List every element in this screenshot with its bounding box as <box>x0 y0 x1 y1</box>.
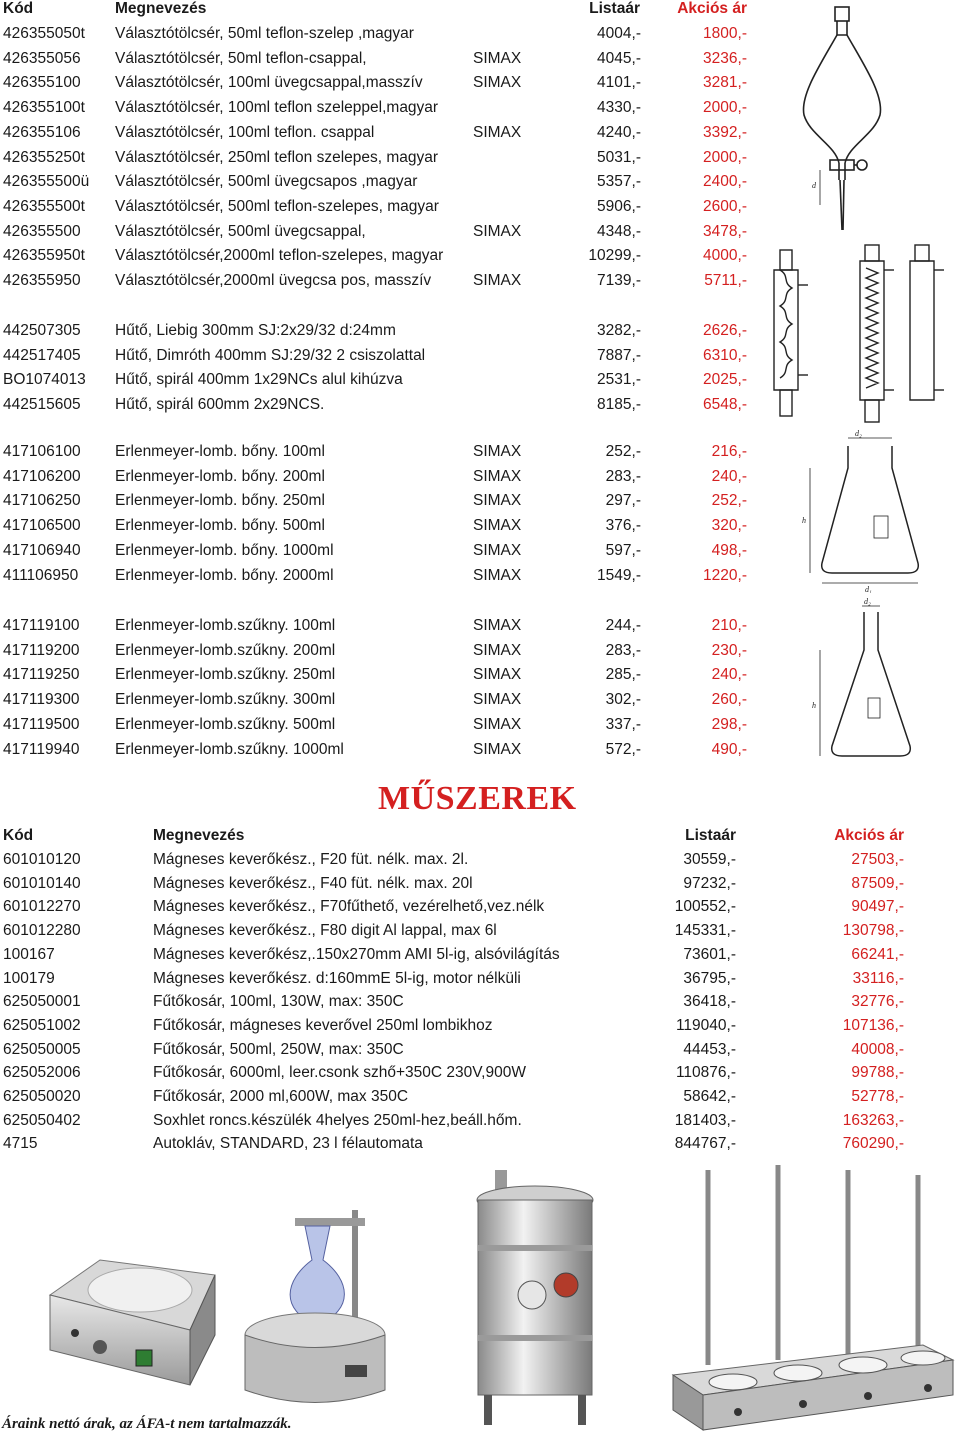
sale-price: 130798,- <box>842 922 904 939</box>
product-name: Választótölcsér, 100ml teflon. csappal <box>115 124 375 141</box>
product-name: Erlenmeyer-lomb. bőny. 500ml <box>115 517 325 534</box>
product-name: Fűtőkosár, 2000 ml,600W, max 350C <box>153 1088 409 1105</box>
list-price: 44453,- <box>683 1041 736 1058</box>
table-row <box>0 688 760 712</box>
product-name: Hűtő, Dimróth 400mm SJ:29/32 2 csiszolattal <box>115 347 426 364</box>
table-row <box>0 967 960 991</box>
sale-price: 2626,- <box>703 322 747 339</box>
narrow-neck-erlenmeyer-drawing <box>810 598 940 768</box>
list-price: 244,- <box>605 617 641 634</box>
product-name: Választótölcsér, 100ml üvegcsappal,masszív <box>115 74 423 91</box>
product-brand: SIMAX <box>473 223 522 240</box>
soxhlet-heater-photo <box>668 1160 958 1435</box>
sale-price: 240,- <box>711 468 747 485</box>
table-row <box>0 47 760 71</box>
product-name: Erlenmeyer-lomb. bőny. 1000ml <box>115 542 334 559</box>
product-code: 417119300 <box>3 691 80 708</box>
sale-price: 260,- <box>711 691 747 708</box>
product-name: Mágneses keverőkész. d:160mmE 5l-ig, motor nélküli <box>153 970 521 987</box>
list-price: 5357,- <box>597 173 641 190</box>
product-brand: SIMAX <box>473 716 522 733</box>
list-price: 97232,- <box>683 875 736 892</box>
list-price: 119040,- <box>675 1017 736 1034</box>
heating-mantle-photo <box>235 1200 395 1415</box>
product-name: Mágneses keverőkész., F20 füt. nélk. max. 2l. <box>153 851 469 868</box>
svg-text:d₁: d₁ <box>865 585 872 593</box>
product-brand: SIMAX <box>473 468 522 485</box>
product-name: Hűtő, spirál 400mm 1x29NCs alul kihúzva <box>115 371 403 388</box>
list-price: 4330,- <box>597 99 641 116</box>
table-row <box>0 71 760 95</box>
product-code: 417119200 <box>3 642 80 659</box>
list-price: 145331,- <box>674 922 736 939</box>
sale-price: 87509,- <box>851 875 904 892</box>
product-name: Választótölcsér,2000ml teflon-szelepes, magyar <box>115 247 444 264</box>
product-code: 442507305 <box>3 322 81 339</box>
product-code: 625050001 <box>3 993 81 1010</box>
product-code: 426355500ü <box>3 173 90 190</box>
list-price: 4045,- <box>597 50 641 67</box>
separatory-funnel-drawing <box>790 5 900 235</box>
sale-price: 490,- <box>711 741 747 758</box>
product-code: BO1074013 <box>3 371 86 388</box>
svg-text:h: h <box>812 701 816 710</box>
condenser-drawings <box>760 240 960 430</box>
list-price: 4101,- <box>597 74 641 91</box>
table-row <box>0 146 760 170</box>
table-row <box>0 614 760 638</box>
sale-price: 210,- <box>711 617 747 634</box>
header-code: Kód <box>3 827 34 844</box>
table-row <box>0 738 760 762</box>
product-brand: SIMAX <box>473 492 522 509</box>
list-price: 181403,- <box>674 1112 736 1129</box>
sale-price: 3281,- <box>703 74 747 91</box>
product-code: 417106500 <box>3 517 81 534</box>
product-code: 426355056 <box>3 50 81 67</box>
header-sale-price: Akciós ár <box>834 827 904 844</box>
product-brand: SIMAX <box>473 567 522 584</box>
product-code: 601012280 <box>3 922 81 939</box>
list-price: 4240,- <box>597 124 641 141</box>
sale-price: 99788,- <box>851 1064 904 1081</box>
sale-price: 6310,- <box>703 347 747 364</box>
list-price: 30559,- <box>683 851 736 868</box>
product-code: 426355106 <box>3 124 81 141</box>
list-price: 2531,- <box>597 371 641 388</box>
product-brand: SIMAX <box>473 691 522 708</box>
table-row <box>0 564 760 588</box>
table-row <box>0 465 760 489</box>
table-row <box>0 1038 960 1062</box>
product-code: 426355050t <box>3 25 85 42</box>
product-name: Hűtő, spirál 600mm 2x29NCS. <box>115 396 325 413</box>
sale-price: 230,- <box>711 642 747 659</box>
list-price: 8185,- <box>597 396 641 413</box>
sale-price: 4000,- <box>703 247 747 264</box>
sale-price: 3236,- <box>703 50 747 67</box>
table-row <box>0 269 760 293</box>
product-code: 417119250 <box>3 666 80 683</box>
sale-price: 33116,- <box>852 970 904 987</box>
list-price: 572,- <box>605 741 641 758</box>
product-code: 625050402 <box>3 1112 81 1129</box>
list-price: 283,- <box>605 642 641 659</box>
list-price: 110876,- <box>675 1064 736 1081</box>
product-name: Erlenmeyer-lomb.szűkny. 1000ml <box>115 741 344 758</box>
product-brand: SIMAX <box>473 741 522 758</box>
product-code: 601012270 <box>3 898 81 915</box>
sale-price: 240,- <box>711 666 747 683</box>
table-row <box>0 344 760 368</box>
table-row <box>0 663 760 687</box>
table-row <box>0 195 760 219</box>
product-brand: SIMAX <box>473 542 522 559</box>
product-name: Soxhlet roncs.készülék 4helyes 250ml-hez,beáll.hőm. <box>153 1112 522 1129</box>
wide-neck-erlenmeyer-drawing <box>800 428 940 593</box>
product-code: 426355100 <box>3 74 81 91</box>
list-price: 36795,- <box>683 970 736 987</box>
sale-price: 2025,- <box>703 371 747 388</box>
product-name: Mágneses keverőkész., F80 digit Al lappal, max 6l <box>153 922 497 939</box>
header-code: Kód <box>3 0 34 17</box>
list-price: 283,- <box>605 468 641 485</box>
list-price: 73601,- <box>683 946 736 963</box>
product-code: 100179 <box>3 970 55 987</box>
sale-price: 2000,- <box>703 149 747 166</box>
product-code: 426355500 <box>3 223 81 240</box>
product-brand: SIMAX <box>473 50 522 67</box>
product-name: Választótölcsér, 100ml teflon szeleppel,magyar <box>115 99 439 116</box>
header-list-price: Listaár <box>589 0 640 17</box>
product-code: 625050020 <box>3 1088 81 1105</box>
svg-text:h: h <box>802 516 806 525</box>
product-brand: SIMAX <box>473 124 522 141</box>
list-price: 58642,- <box>683 1088 736 1105</box>
table-row <box>0 943 960 967</box>
product-brand: SIMAX <box>473 74 522 91</box>
sale-price: 32776,- <box>851 993 904 1010</box>
list-price: 100552,- <box>674 898 736 915</box>
footer-note: Áraink nettó árak, az ÁFA-t nem tartalmazzák. <box>2 1416 292 1432</box>
table-row <box>0 990 960 1014</box>
table-row <box>0 1109 960 1133</box>
product-code: 601010120 <box>3 851 81 868</box>
sale-price: 27503,- <box>851 851 904 868</box>
product-brand: SIMAX <box>473 642 522 659</box>
list-price: 297,- <box>605 492 641 509</box>
sale-price: 163263,- <box>842 1112 904 1129</box>
product-name: Választótölcsér, 50ml teflon-csappal, <box>115 50 367 67</box>
table-row <box>0 489 760 513</box>
product-name: Erlenmeyer-lomb.szűkny. 200ml <box>115 642 336 659</box>
product-brand: SIMAX <box>473 272 522 289</box>
list-price: 597,- <box>605 542 641 559</box>
table2-header <box>0 824 960 848</box>
table-row <box>0 848 960 872</box>
product-brand: SIMAX <box>473 617 522 634</box>
product-code: 426355950 <box>3 272 81 289</box>
list-price: 36418,- <box>683 993 736 1010</box>
list-price: 285,- <box>605 666 641 683</box>
header-list-price: Listaár <box>685 827 736 844</box>
list-price: 7139,- <box>597 272 641 289</box>
product-code: 426355100t <box>3 99 85 116</box>
list-price: 844767,- <box>674 1135 736 1152</box>
product-code: 4715 <box>3 1135 38 1152</box>
sale-price: 298,- <box>711 716 747 733</box>
table-row <box>0 440 760 464</box>
product-code: 417119100 <box>3 617 80 634</box>
product-name: Erlenmeyer-lomb. bőny. 100ml <box>115 443 325 460</box>
list-price: 4004,- <box>597 25 641 42</box>
list-price: 3282,- <box>597 322 641 339</box>
table-row <box>0 1014 960 1038</box>
table-row <box>0 539 760 563</box>
table-row <box>0 121 760 145</box>
svg-text:d₂: d₂ <box>864 598 871 606</box>
product-name: Fűtőkosár, 100ml, 130W, max: 350C <box>153 993 404 1010</box>
product-name: Erlenmeyer-lomb.szűkny. 250ml <box>115 666 336 683</box>
sale-price: 3478,- <box>703 223 747 240</box>
sale-price: 66241,- <box>851 946 904 963</box>
table-row <box>0 872 960 896</box>
product-name: Erlenmeyer-lomb. bőny. 2000ml <box>115 567 334 584</box>
product-code: 417106250 <box>3 492 81 509</box>
table-row <box>0 220 760 244</box>
product-name: Választótölcsér, 500ml teflon-szelepes, magyar <box>115 198 439 215</box>
product-name: Erlenmeyer-lomb.szűkny. 500ml <box>115 716 336 733</box>
product-name: Mágneses keverőkész., F40 füt. nélk. max. 20l <box>153 875 473 892</box>
table-row <box>0 919 960 943</box>
table-row <box>0 895 960 919</box>
sale-price: 216,- <box>711 443 747 460</box>
product-name: Erlenmeyer-lomb. bőny. 250ml <box>115 492 325 509</box>
list-price: 5906,- <box>597 198 641 215</box>
product-code: 625050005 <box>3 1041 81 1058</box>
list-price: 7887,- <box>597 347 641 364</box>
table-row <box>0 1061 960 1085</box>
product-name: Mágneses keverőkész., F70fűthető, vezérelhető,vez.nélk <box>153 898 545 915</box>
product-brand: SIMAX <box>473 666 522 683</box>
svg-text:d: d <box>812 181 816 190</box>
table-row <box>0 244 760 268</box>
sale-price: 760290,- <box>842 1135 904 1152</box>
product-name: Mágneses keverőkész,.150x270mm AMI 5l-ig, alsóvilágítás <box>153 946 560 963</box>
list-price: 5031,- <box>597 149 641 166</box>
header-name: Megnevezés <box>153 827 245 844</box>
sale-price: 1800,- <box>703 25 747 42</box>
product-name: Erlenmeyer-lomb.szűkny. 300ml <box>115 691 336 708</box>
sale-price: 90497,- <box>851 898 904 915</box>
header-sale-price: Akciós ár <box>677 0 747 17</box>
sale-price: 5711,- <box>704 272 747 289</box>
product-name: Fűtőkosár, 6000ml, leer.csonk szhő+350C 230V,900W <box>153 1064 526 1081</box>
product-name: Autokláv, STANDARD, 23 l félautomata <box>153 1135 423 1152</box>
product-code: 417119500 <box>3 716 80 733</box>
product-name: Erlenmeyer-lomb. bőny. 200ml <box>115 468 325 485</box>
table-row <box>0 22 760 46</box>
product-code: 442515605 <box>3 396 81 413</box>
table-row <box>0 1132 960 1156</box>
table-row <box>0 319 760 343</box>
product-code: 625051002 <box>3 1017 81 1034</box>
sale-price: 107136,- <box>842 1017 904 1034</box>
sale-price: 2600,- <box>703 198 747 215</box>
product-name: Erlenmeyer-lomb.szűkny. 100ml <box>115 617 336 634</box>
product-name: Választótölcsér, 50ml teflon-szelep ,magyar <box>115 25 414 42</box>
table-row <box>0 713 760 737</box>
product-code: 625052006 <box>3 1064 81 1081</box>
sale-price: 1220,- <box>703 567 747 584</box>
sale-price: 2400,- <box>703 173 747 190</box>
product-name: Választótölcsér, 250ml teflon szelepes, magyar <box>115 149 439 166</box>
product-code: 417106100 <box>3 443 81 460</box>
product-code: 426355950t <box>3 247 85 264</box>
product-brand: SIMAX <box>473 443 522 460</box>
sale-price: 2000,- <box>703 99 747 116</box>
table-row <box>0 514 760 538</box>
section-title: MŰSZEREK <box>378 780 577 817</box>
table-row <box>0 170 760 194</box>
autoclave-photo <box>470 1165 610 1430</box>
table1-header <box>0 0 760 21</box>
product-code: 426355500t <box>3 198 85 215</box>
table-row <box>0 96 760 120</box>
list-price: 10299,- <box>588 247 641 264</box>
product-code: 100167 <box>3 946 55 963</box>
product-code: 426355250t <box>3 149 85 166</box>
table-row <box>0 1085 960 1109</box>
header-name: Megnevezés <box>115 0 207 17</box>
product-brand: SIMAX <box>473 517 522 534</box>
product-name: Választótölcsér, 500ml üvegcsappal, <box>115 223 366 240</box>
product-code: 411106950 <box>3 567 79 584</box>
product-name: Fűtőkosár, 500ml, 250W, max: 350C <box>153 1041 404 1058</box>
table-row <box>0 393 760 417</box>
sale-price: 252,- <box>711 492 747 509</box>
product-name: Választótölcsér,2000ml üvegcsa pos, masszív <box>115 272 432 289</box>
product-code: 601010140 <box>3 875 81 892</box>
product-code: 417106200 <box>3 468 81 485</box>
list-price: 337,- <box>605 716 641 733</box>
sale-price: 40008,- <box>851 1041 904 1058</box>
sale-price: 6548,- <box>703 396 747 413</box>
list-price: 4348,- <box>597 223 641 240</box>
sale-price: 320,- <box>711 517 747 534</box>
list-price: 302,- <box>605 691 641 708</box>
list-price: 376,- <box>605 517 641 534</box>
product-code: 417119940 <box>3 741 80 758</box>
product-code: 417106940 <box>3 542 81 559</box>
svg-text:d₂: d₂ <box>855 429 862 438</box>
list-price: 1549,- <box>597 567 641 584</box>
sale-price: 52778,- <box>851 1088 904 1105</box>
list-price: 252,- <box>605 443 641 460</box>
sale-price: 3392,- <box>703 124 747 141</box>
product-name: Választótölcsér, 500ml üvegcsapos ,magyar <box>115 173 418 190</box>
table-row <box>0 639 760 663</box>
sale-price: 498,- <box>711 542 747 559</box>
table-row <box>0 368 760 392</box>
product-name: Hűtő, Liebig 300mm SJ:2x29/32 d:24mm <box>115 322 396 339</box>
magnetic-stirrer-photo <box>40 1255 220 1390</box>
product-name: Fűtőkosár, mágneses keverővel 250ml lombikhoz <box>153 1017 493 1034</box>
product-code: 442517405 <box>3 347 81 364</box>
